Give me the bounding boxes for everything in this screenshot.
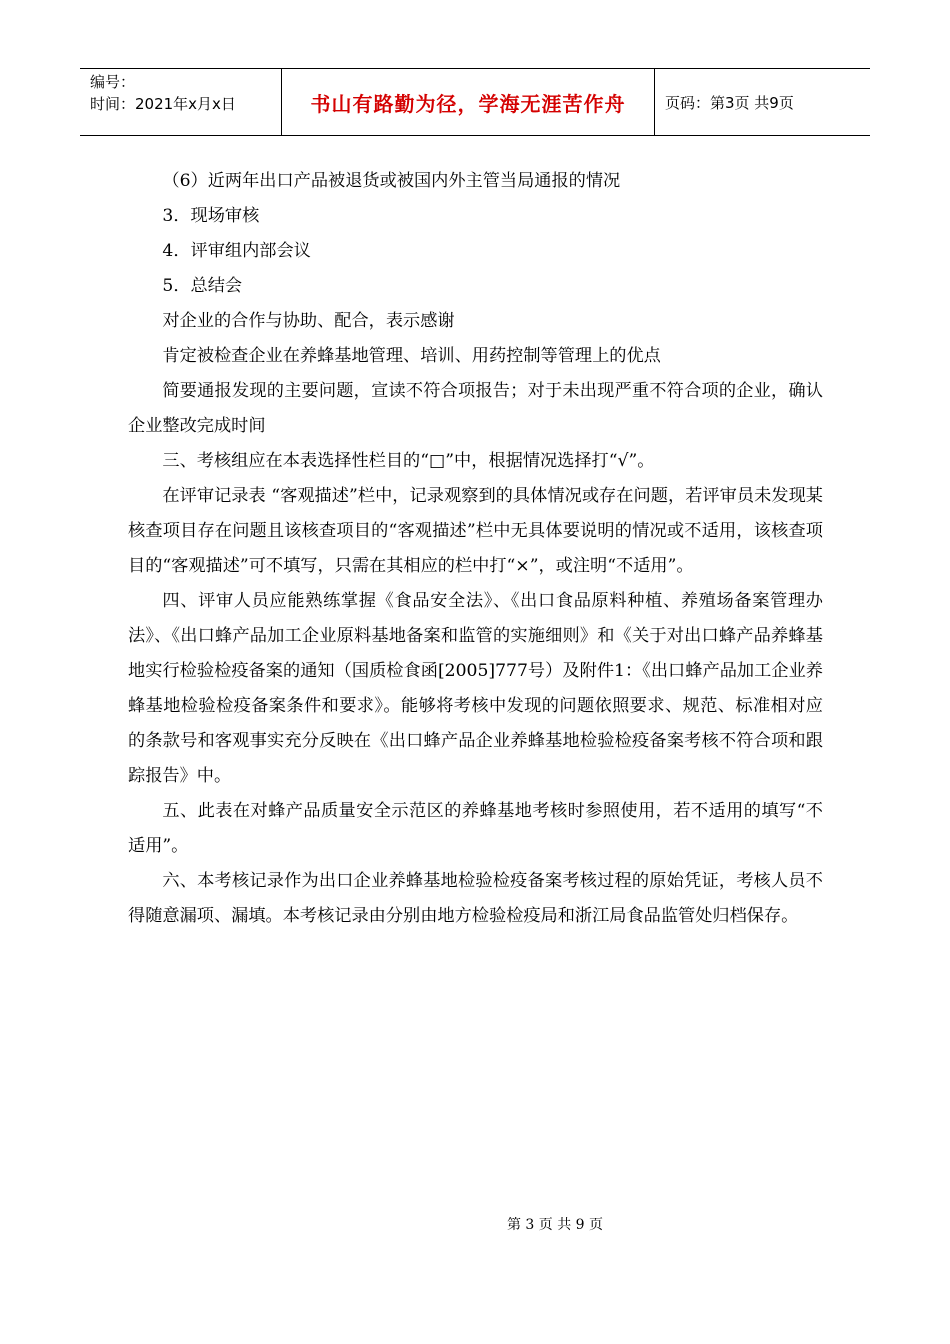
body-paragraph: 对企业的合作与协助、配合，表示感谢 bbox=[162, 311, 455, 331]
header-page-info: 页码：第3页 共9页 bbox=[665, 93, 794, 112]
body-paragraph: 4．评审组内部会议 bbox=[162, 241, 311, 261]
body-paragraph: 四、评审人员应能熟练掌握《食品安全法》、《出口食品原料种植、养殖场备案管理办法》、《出口蜂产品加工企业原料基地备案和监管的实施细则》和《关于对出口蜂产品养蜂基地实行检验检疫备案的通知（国质检食函[2005]777号）及附件1：《出口蜂产品加工企业养蜂基地检验检疫备案条件和要求》。能够将考核中发现的问题依照要求、规范、标准相对应的条款号和客观事实充分反映在《出口蜂产品企业养蜂基地检验检疫备案考核不符合项和跟踪报告》中。 bbox=[128, 591, 823, 786]
body-paragraph: 三、考核组应在本表选择性栏目的“□”中，根据情况选择打“√”。 bbox=[162, 451, 655, 471]
document-number-label: 编号： bbox=[90, 73, 136, 91]
body-paragraph: 肯定被检查企业在养蜂基地管理、培训、用药控制等管理上的优点 bbox=[162, 346, 661, 366]
header-meta bbox=[80, 69, 282, 135]
body-paragraph: 3．现场审核 bbox=[162, 206, 260, 226]
document-time-label: 时间：2021年x月x日 bbox=[90, 95, 236, 113]
body-paragraph: 六、本考核记录作为出口企业养蜂基地检验检疫备案考核过程的原始凭证，考核人员不得随意漏项、漏填。本考核记录由分别由地方检验检疫局和浙江局食品监管处归档保存。 bbox=[128, 871, 823, 926]
document-body bbox=[128, 164, 823, 934]
header-motto: 书山有路勤为径，学海无涯苦作舟 bbox=[282, 69, 655, 135]
page-footer: 第 3 页 共 9 页 bbox=[506, 1217, 604, 1233]
body-paragraph: 简要通报发现的主要问题，宣读不符合项报告；对于未出现严重不符合项的企业，确认企业整改完成时间 bbox=[128, 381, 823, 436]
body-paragraph: 五、此表在对蜂产品质量安全示范区的养蜂基地考核时参照使用，若不适用的填写“不适用”。 bbox=[128, 801, 823, 856]
body-paragraph: 5．总结会 bbox=[162, 276, 243, 296]
body-paragraph: （6）近两年出口产品被退货或被国内外主管当局通报的情况 bbox=[162, 171, 621, 191]
body-paragraph: 在评审记录表 “客观描述”栏中，记录观察到的具体情况或存在问题，若评审员未发现某核查项目存在问题且该核查项目的“客观描述”栏中无具体要说明的情况或不适用，该核查项目的“客观描述”可不填写，只需在其相应的栏中打“×”，或注明“不适用”。 bbox=[128, 486, 823, 576]
page-header bbox=[80, 68, 870, 136]
